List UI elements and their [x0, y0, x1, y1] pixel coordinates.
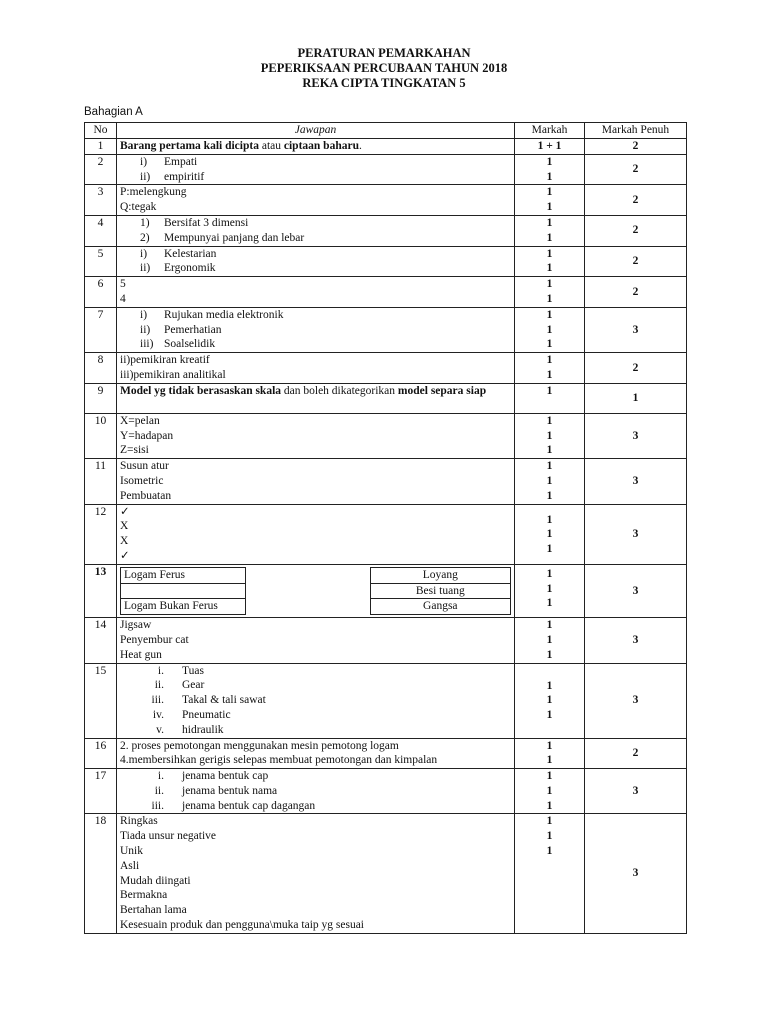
col-header-mark: Markah [515, 123, 585, 139]
answer-line [120, 519, 511, 534]
mark-value: 1 [546, 247, 553, 260]
answer-line-text [120, 384, 486, 399]
answer-text-part: . [358, 140, 362, 152]
answer-line [120, 292, 511, 307]
answer-line-prefix: i. [157, 770, 164, 783]
grid-right-cell: Gangsa [370, 599, 510, 615]
answer-line-text: 2. proses pemotongan menggunakan mesin pemotong logam [120, 739, 399, 752]
answer-cell [117, 277, 515, 308]
full-mark-cell: 2 [585, 353, 687, 384]
answer-line [120, 769, 511, 784]
answer-cell [117, 353, 515, 384]
mark-value: 1 [546, 170, 553, 183]
table-row [85, 215, 687, 246]
mark-cell [515, 564, 585, 617]
table-row [85, 139, 687, 155]
mark-cell [515, 459, 585, 504]
table-row [85, 307, 687, 352]
full-mark-cell: 3 [585, 459, 687, 504]
doc-title-line-3: REKA CIPTA TINGKATAN 5 [302, 76, 466, 90]
answer-line [120, 459, 511, 474]
answer-line-text: Unik [120, 845, 143, 858]
question-number: 15 [85, 663, 117, 738]
answer-cell [117, 246, 515, 277]
table-row [85, 663, 687, 738]
mark-value: 1 [546, 770, 553, 783]
table-row [85, 353, 687, 384]
answer-line [120, 337, 511, 352]
full-mark-cell: 2 [585, 215, 687, 246]
answer-line-text: Jigsaw [120, 619, 152, 632]
answer-cell [117, 459, 515, 504]
answer-line [120, 155, 511, 170]
full-mark-cell: 2 [585, 277, 687, 308]
table-row [85, 618, 687, 663]
answer-line [120, 844, 511, 859]
full-mark-cell: 2 [585, 738, 687, 769]
table-header-row [85, 123, 687, 139]
answer-line-prefix: 2) [140, 231, 150, 244]
answer-line [120, 618, 511, 633]
question-number: 2 [85, 154, 117, 185]
answer-line-text: X [120, 535, 129, 548]
answer-line-text: Kelestarian [164, 247, 217, 260]
mark-value: 1 [546, 460, 553, 473]
answer-line [120, 489, 511, 504]
col-header-no: No [85, 123, 117, 139]
answer-line [120, 185, 511, 200]
full-mark-cell: 3 [585, 564, 687, 617]
table-row [85, 154, 687, 185]
mark-value: 1 [546, 739, 553, 752]
mark-value: 1 [546, 155, 553, 168]
mark-value: 1 [546, 384, 553, 397]
mark-value: 1 [546, 308, 553, 321]
answer-line [120, 308, 511, 323]
mark-value: 1 [546, 709, 553, 722]
answer-line [120, 534, 511, 549]
grid-row [121, 599, 511, 615]
grid-left-cell [121, 583, 246, 599]
grid-row [121, 583, 511, 599]
answer-text-part: model separa siap [397, 384, 487, 397]
answer-line-text: Rujukan media elektronik [164, 308, 284, 321]
mark-cell [515, 307, 585, 352]
mark-value: 1 [546, 815, 553, 828]
mark-value: 1 [546, 754, 553, 767]
full-mark-cell: 3 [585, 413, 687, 458]
answer-line-text: Takal & tali sawat [182, 694, 266, 707]
answer-cell [117, 413, 515, 458]
mark-value: 1 [546, 354, 553, 367]
answer-cell [117, 185, 515, 216]
answer-line-prefix: i. [157, 664, 164, 677]
answer-line-text: Tiada unsur negative [120, 830, 217, 843]
mark-value: 1 [546, 830, 553, 843]
answer-line [120, 739, 511, 754]
question-number: 13 [85, 564, 117, 617]
table-row [85, 814, 687, 933]
answer-text-part: atau [258, 140, 284, 152]
table-row [85, 383, 687, 413]
answer-line-text: Y=hadapan [120, 429, 174, 442]
question-number: 10 [85, 413, 117, 458]
answer-line-text: Mudah diingati [120, 874, 191, 887]
mark-value: 1 [546, 201, 553, 214]
mark-cell [515, 246, 585, 277]
answer-line-prefix: i) [140, 308, 148, 321]
answer-line [120, 474, 511, 489]
doc-title-line-2: PEPERIKSAAN PERCUBAAN TAHUN 2018 [260, 61, 508, 75]
question-number: 5 [85, 246, 117, 277]
answer-text-part: Model yg tidak berasaskan skala [120, 384, 282, 397]
answer-line [120, 139, 511, 154]
question-number: 17 [85, 769, 117, 814]
table-row [85, 769, 687, 814]
answer-text-part: dan boleh dikategorikan [281, 384, 398, 397]
answer-line [120, 708, 511, 723]
question-number: 9 [85, 383, 117, 413]
table-row [85, 413, 687, 458]
mark-value: 1 [546, 338, 553, 351]
answer-cell [117, 139, 515, 155]
answer-line [120, 799, 511, 814]
mark-value: 1 [546, 528, 553, 541]
mark-cell [515, 154, 585, 185]
answer-line-text: Mempunyai panjang dan lebar [164, 231, 305, 244]
answer-line-text: Soalselidik [164, 338, 216, 351]
mark-value: 1 [546, 567, 553, 580]
table-row [85, 185, 687, 216]
grid-right-cell: Besi tuang [370, 583, 510, 599]
mark-value: 1 [546, 648, 553, 661]
answer-line-prefix: ii) [140, 323, 151, 336]
answer-line-prefix: iii. [151, 799, 164, 812]
answer-line-text: Z=sisi [120, 444, 149, 457]
answer-cell [117, 504, 515, 564]
answer-line [120, 814, 511, 829]
full-mark-cell: 3 [585, 504, 687, 564]
full-mark-cell: 3 [585, 769, 687, 814]
full-mark-cell: 1 [585, 383, 687, 413]
question-number: 3 [85, 185, 117, 216]
answer-line-prefix: ii. [154, 679, 164, 692]
answer-line [120, 277, 511, 292]
mark-value: 1 [546, 597, 553, 610]
table-row [85, 564, 687, 617]
answer-line [120, 874, 511, 889]
answer-text-part: Barang pertama kali dicipta [120, 140, 259, 152]
answer-cell [117, 618, 515, 663]
answer-line-text: Tuas [182, 664, 204, 677]
answer-line-prefix: v. [156, 723, 164, 736]
answer-line-prefix: i) [140, 155, 148, 168]
full-mark-cell: 2 [585, 185, 687, 216]
answer-cell [117, 154, 515, 185]
mark-value: 1 [546, 784, 553, 797]
table-row [85, 277, 687, 308]
answer-line-text: ✓ [120, 505, 130, 518]
question-number: 4 [85, 215, 117, 246]
answer-line [120, 859, 511, 874]
answer-line-text: 4 [120, 292, 126, 305]
full-mark-cell: 3 [585, 618, 687, 663]
mark-value: 1 [546, 216, 553, 229]
answer-line [120, 693, 511, 708]
answer-line-prefix: ii. [154, 784, 164, 797]
table-row [85, 738, 687, 769]
answer-line-text: jenama bentuk cap [182, 770, 269, 783]
mark-cell [515, 618, 585, 663]
mark-value: 1 [546, 474, 553, 487]
question-number: 7 [85, 307, 117, 352]
answer-line-text: Asli [120, 859, 140, 872]
answer-line [120, 753, 511, 768]
answer-line-text: Ringkas [120, 815, 158, 828]
full-mark-cell: 3 [585, 814, 687, 933]
answer-line [120, 216, 511, 231]
answer-line [120, 170, 511, 185]
answer-cell [117, 663, 515, 738]
answer-line [120, 200, 511, 215]
question-number: 6 [85, 277, 117, 308]
answer-line-prefix: 1) [140, 216, 150, 229]
answer-line [120, 723, 511, 738]
mark-value: 1 [546, 582, 553, 595]
answer-line-text: Kesesuain produk dan pengguna\muka taip yg sesuai [120, 919, 364, 932]
mark-value: 1 [546, 186, 553, 199]
answer-line-text: Pneumatic [182, 708, 231, 721]
full-mark-cell: 2 [585, 154, 687, 185]
answer-cell [117, 307, 515, 352]
mark-value: 1 [546, 513, 553, 526]
marking-scheme-table [84, 122, 687, 934]
answer-line-text: Q:tegak [120, 201, 157, 214]
answer-line-text: Pemerhatian [164, 323, 222, 336]
answer-line [120, 888, 511, 903]
full-mark-cell: 3 [585, 307, 687, 352]
answer-line-text: P:melengkung [120, 186, 187, 199]
mark-value: 1 [546, 231, 553, 244]
answer-line-text: 5 [120, 278, 126, 291]
grid-gap [245, 583, 370, 599]
answer-line-text: Pembuatan [120, 489, 172, 502]
question-number: 12 [85, 504, 117, 564]
answer-cell [117, 814, 515, 933]
grid-left-cell: Logam Bukan Ferus [121, 599, 246, 615]
answer-line [120, 678, 511, 693]
answer-line-text: jenama bentuk nama [182, 784, 278, 797]
answer-line [120, 384, 511, 399]
mark-cell [515, 504, 585, 564]
question-number: 14 [85, 618, 117, 663]
answer-line [120, 247, 511, 262]
answer-line [120, 443, 511, 458]
answer-line [120, 829, 511, 844]
answer-line-prefix: ii) [140, 170, 151, 183]
answer-line [120, 633, 511, 648]
mark-cell [515, 185, 585, 216]
grid-gap [245, 599, 370, 615]
grid-right-cell: Loyang [370, 567, 510, 583]
mark-value: 1 [546, 799, 553, 812]
answer-line-prefix: iii) [140, 338, 154, 351]
answer-line [120, 505, 511, 520]
answer-line-text: Bersifat 3 dimensi [164, 216, 249, 229]
answer-line [120, 323, 511, 338]
mark-cell [515, 277, 585, 308]
answer-line-prefix: iv. [152, 708, 164, 721]
answer-line [120, 784, 511, 799]
mark-value: 1 [546, 262, 553, 275]
mark-cell [515, 139, 585, 155]
answer-line-text: Empati [164, 155, 198, 168]
mark-value: 1 [546, 543, 553, 556]
answer-line-text: iii)pemikiran analitikal [120, 368, 226, 381]
mark-value: 1 [546, 292, 553, 305]
answer-line [120, 368, 511, 383]
answer-line-text: Ergonomik [164, 262, 216, 275]
col-header-answer: Jawapan [117, 123, 515, 139]
grid-row [121, 567, 511, 583]
full-mark-cell: 2 [585, 139, 687, 155]
section-label: Bahagian A [84, 106, 143, 118]
answer-line [120, 261, 511, 276]
answer-line-text: Isometric [120, 474, 164, 487]
doc-title-line-1: PERATURAN PEMARKAHAN [297, 46, 471, 60]
answer-line-text: hidraulik [182, 723, 224, 736]
answer-cell [117, 769, 515, 814]
mark-cell [515, 383, 585, 413]
answer-line-text: empiritif [164, 170, 205, 183]
answer-line-text: Gear [182, 679, 205, 692]
answer-cell [117, 215, 515, 246]
answer-line [120, 353, 511, 368]
metal-classification-grid [120, 567, 511, 615]
answer-line-prefix: iii. [151, 694, 164, 707]
mark-value: 1 [546, 429, 553, 442]
answer-line-text: 4.membersihkan gerigis selepas membuat pemotongan dan kimpalan [120, 754, 438, 767]
grid-left-cell: Logam Ferus [121, 567, 246, 583]
table-row [85, 459, 687, 504]
answer-line-prefix: ii) [140, 262, 151, 275]
answer-cell [117, 564, 515, 617]
mark-value: 1 [546, 633, 553, 646]
answer-line-text: Penyembur cat [120, 633, 189, 646]
answer-line-text: Susun atur [120, 460, 169, 473]
answer-line [120, 429, 511, 444]
answer-line [120, 414, 511, 429]
answer-text-part: ciptaan baharu [283, 140, 359, 152]
answer-line [120, 664, 511, 679]
mark-cell [515, 738, 585, 769]
answer-line-text: jenama bentuk cap dagangan [182, 799, 316, 812]
answer-line-text: ✓ [120, 549, 130, 562]
answer-line [120, 648, 511, 663]
mark-value: 1 [546, 444, 553, 457]
question-number: 16 [85, 738, 117, 769]
full-mark-cell: 3 [585, 663, 687, 738]
question-number: 1 [85, 139, 117, 155]
mark-cell [515, 814, 585, 933]
mark-value: 1 [546, 845, 553, 858]
answer-line-text: Bertahan lama [120, 904, 187, 917]
mark-cell [515, 413, 585, 458]
answer-line [120, 549, 511, 564]
answer-line [120, 231, 511, 246]
mark-value: 1 [546, 694, 553, 707]
table-row [85, 504, 687, 564]
answer-line-text: Heat gun [120, 648, 162, 661]
mark-cell [515, 215, 585, 246]
mark-value: 1 [546, 679, 553, 692]
col-header-full-mark: Markah Penuh [585, 123, 687, 139]
mark-value: 1 + 1 [537, 140, 562, 152]
answer-line-text: X [120, 520, 129, 533]
mark-cell [515, 769, 585, 814]
grid-gap [245, 567, 370, 583]
mark-value: 1 [546, 414, 553, 427]
answer-line-text: ii)pemikiran kreatif [120, 354, 210, 367]
question-number: 11 [85, 459, 117, 504]
answer-line-text: X=pelan [120, 414, 160, 427]
question-number: 18 [85, 814, 117, 933]
answer-line-text [120, 139, 362, 154]
answer-cell [117, 738, 515, 769]
mark-value: 1 [546, 368, 553, 381]
mark-value: 1 [546, 323, 553, 336]
mark-value: 1 [546, 489, 553, 502]
mark-value: 1 [546, 619, 553, 632]
answer-line [120, 918, 511, 933]
answer-line [120, 903, 511, 918]
table-row [85, 246, 687, 277]
answer-line-text: Bermakna [120, 889, 168, 902]
question-number: 8 [85, 353, 117, 384]
full-mark-cell: 2 [585, 246, 687, 277]
answer-cell [117, 383, 515, 413]
answer-line-prefix: i) [140, 247, 148, 260]
mark-cell [515, 663, 585, 738]
mark-value: 1 [546, 278, 553, 291]
mark-cell [515, 353, 585, 384]
